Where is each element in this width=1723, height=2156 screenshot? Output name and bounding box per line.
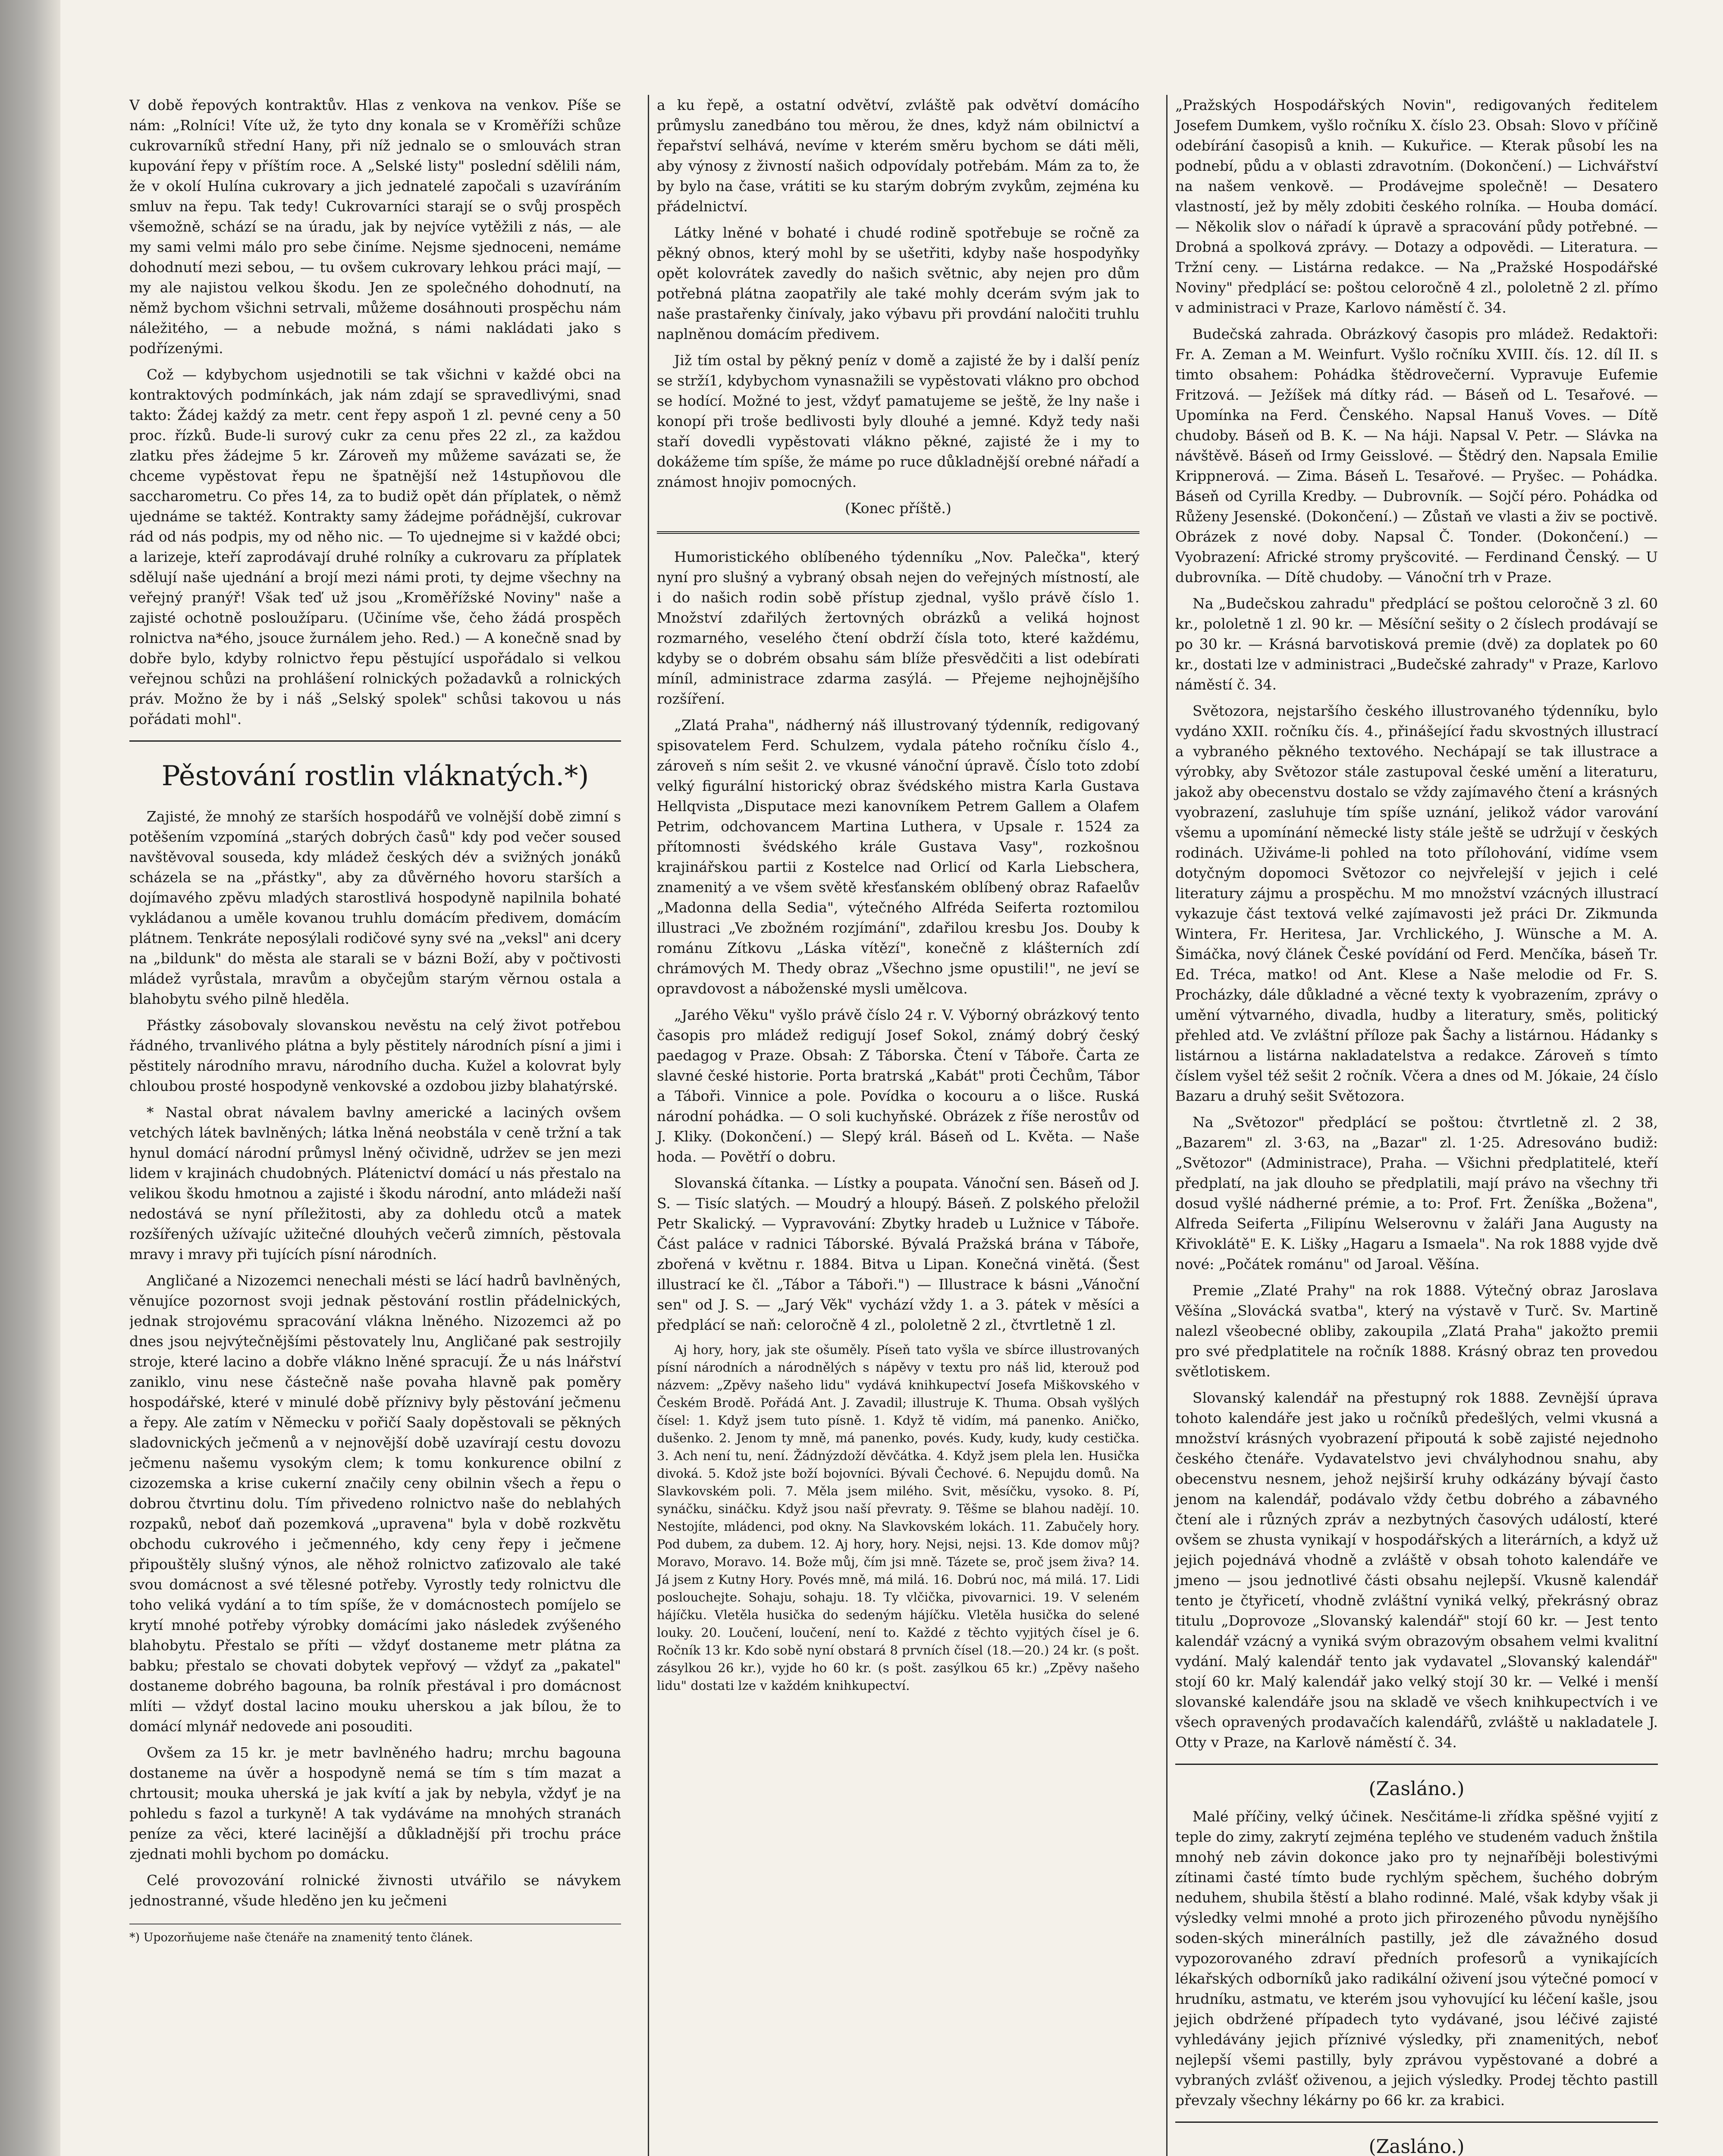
column-3 bbox=[1166, 95, 1658, 2156]
footnote: *) Upozorňujeme naše čtenáře na znamenitý tento článek. bbox=[129, 1924, 621, 1946]
notice-jary-vek: „Jarého Věku" vyšlo právě číslo 24 r. V. Výborný obrázkový tento časopis pro mládež redigují Josef Sokol, známý dobrý český paedagog v Praze. Obsah: Z Táborska. Čtení v Táboře. Čarta ze slavné české historie. Porta bratrská „Kabát" proti Čechům, Tábor a Táboři. Vinnice a pole. Povídka o kocouru a o lišce. Ruská národní pohádka. — O soli kuchyňské. Obrázek z říše nerostův od J. Kliky. (Dokončení.) — Slepý král. Báseň od L. Květa. — Naše hoda. — Povětří o dobru. bbox=[657, 1006, 1139, 1165]
article-sugar-beet-contracts: V době řepových kontraktův. Hlas z venkova na venkov. Píše se nám: „Rolníci! Víte už, že tyto dny konala se v Kroměříži schůze cukrovarníků střední Hany, při níž jednalo se o smlouvách stran kupování řepy v příštím roce. A „Selské listy" poslední sdělili nám, že v okolí Hulína cukrovary a jich jednatelé započali s uzavíráním smluv na řepu. Tak tedy! Cukrovarníci starají se o svůj prospěch všemožně, schází se na úradu, jak by nejvíce vytěžili z nás, — ale my sami velmi málo pro sebe činíme. Nejsme sjednoceni, nemáme dohodnutí mezi sebou, — tu ovšem cukrovary lehkou práci mají, — my ale najistou velkou škodu. Jen ze společného dohodnutí, na němž bychom všichni setrvali, můžeme dosáhnouti prospěchu nám náležitého, — a nebude možná, s námi nakládati jako s podřízenými. bbox=[129, 97, 621, 357]
notice-slovansky-kalendar: Slovanský kalendář na přestupný rok 1888. Zevnější úprava tohoto kalendáře jest jako u ročníků předešlých, velmi vkusná a množství krásných vyobrazení připoutá k sobě zajisté nejednoho českého čtenáře. Vydavatelstvo jevi chvályhodnou snahu, aby obecenstvu nesnem, jehož nejširší kruhy odkázány bývají často jenom na kalendář, podávalo vždy četbu dobrého a zábavného čtení ale i různých zpráv a nezbytných časových událostí, které ovšem se zhusta vynikají v hospodářských a literárních, a když už jejich pojednává vhodně a zvláště v obsah tohoto kalendáře ve jmeno — jsou jednotlivé části obsahu nejlepší. Vkusně kalendář tento je čtyřicetí, vhodně zvláštní vyniká velký, překrásný obraz titulu „Doprovoze „Slovanský kalendář" stojí 60 kr. — Jest tento kalendář vzácný a vyniká svým obrazovým obsahem velmi kvalitní vydání. Malý kalendář tento jak vydavatel „Slovanský kalendář" stojí 60 kr. Malý kalendář jako velký stojí 30 kr. — Velké i menší slovanské kalendáře jsou na skladě ve všech knihkupectvích i ve všech opravených prodavačích kalendářů, zvláště u nakladatele J. Otty v Praze, na Karlově náměstí č. 34. bbox=[1175, 1389, 1658, 1751]
zaslano-label-1: (Zasláno.) bbox=[1368, 1778, 1465, 1800]
notice-budecska-zahrada-price: Na „Budečskou zahradu" předplácí se poštou celoročně 3 zl. 60 kr., pololetně 1 zl. 90 kr. — Měsíční sešity o 2 číslech prodávají se po 30 kr. — Krásná barvotisková premie (dvě) za doplatek po 60 kr., dostati lze v administraci „Budečské zahrady" v Praze, Karlovo náměstí č. 34. bbox=[1175, 595, 1658, 693]
notice-prazske-hospodarske-noviny: „Pražských Hospodářských Novin", redigovaných ředitelem Josefem Dumkem, vyšlo ročníku X. číslo 23. Obsah: Slovo v příčině odebírání časopisů a knih. — Kukuřice. — Kterak působí les na podnebí, půdu a v oblasti zdravotním. (Dokončení.) — Lichvářství na našem venkově. — Prodávejme společně! — Desatero vlastností, jež by měly zdobiti českého rolníka. — Houba domácí. — Několik slov o nářadí k úpravě a spracování půdy potřebné. — Drobná a spolková zprávy. — Dotazy a odpovědi. — Literatura. — Tržní ceny. — Listárna redakce. — Na „Pražské Hospodářské Noviny" předplácí se: poštou celoročně 4 zl., pololetně 2 zl. přímo v administraci v Praze, Karlovo náměstí č. 34. bbox=[1175, 97, 1658, 316]
notice-svetozor-price: Na „Světozor" předplácí se poštou: čtvrtletně zl. 2 38, „Bazarem" zl. 3·63, na „Bazar" zl. 1·25. Adresováno budiž: „Světozor" (Administrace), Praha. — Všichni předplatitelé, kteří předplatí, na jak dlouho se předplatili, mají právo na všechny tři dosud vyšlé nádherné prémie, a to: Prof. Frt. Ženíška „Božena", Alfreda Seiferta „Filipínu Welserovnu v žaláři Jana Augusty na Křivoklátě" E. K. Lišky „Hagaru a Ismaela". Na rok 1888 vyjde dvě nové: „Počátek románu" od Jaroal. Věšína. bbox=[1175, 1114, 1658, 1272]
notice-palecek: Humoristického oblíbeného týdenníku „Nov. Palečka", který nyní pro slušný a vybraný obsah nejen do veřejných místností, ale i do našich rodin sobě přístup zjednal, vyšlo právě číslo 1. Množství zdařilých žertovných obrázků a veliká hojnost rozmarného, veselého čtení obdrží čísla toto, které každému, kdyby se o dobrém obsahu sám blíže přesvědčiti a list odebírati míníl, administrace zdarma zasýlá. — Přejeme nejhojnějšího rozšíření. bbox=[657, 548, 1139, 707]
article-fiber-para-2: Přástky zásobovaly slovanskou nevěstu na celý život potřebou řádného, trvanlivého plátna a byly pěstitely národních písní a jimi i pěstitely národního mravu, národního ducha. Kužel a kolovrat byly chloubou prosté hospodyně venkovské a ozdobou jizby blahatýrské. bbox=[129, 1017, 621, 1094]
article-sugar-beet-contracts-cont: Což — kdybychom usjednotili se tak všichni v každé obci na kontraktových podmínkách, jak nám zdají se spravedlivými, snad takto: Žádej každý za metr. cent řepy aspoň 1 zl. pevné ceny a 50 proc. řízků. Bude-li surový cukr za cenu přes 22 zl., za každou zlatku přes žádejme 5 kr. Zároveň my můžeme savázati se, že chceme vypěstovat řepu ne špatnější než 14stupňovou dle saccharometru. Co přes 14, za to budiž opět dán příplatek, o němž ujednáme se taktéž. Kontrakty samy žádejme pořádnější, cukrovar rád od nás podpis, my od něho nic. — To ujednejme si v každé obci; a larizeje, kteří zaprodávají druhé rolníky a cukrovaru za příplatek sdělují naše ujednání a brojí mezi námi proti, ty dejme všechny na veřejný pranýř! Však teď už jsou „Kroměřížské Noviny" naše a zajisté ochotně posloužíparu. (Učiníme vše, čeho žádá prospěch rolnictva na*ého, jsouce žurnálem jeho. Red.) — A konečně snad by dobře bylo, kdyby rolnictvo řepu pěstující uspořádalo si velkou veřejnou schůzi na prohlášení rolnických požadavků a rolnických práv. Možno že by i náš „Selský spolek" schůsi takovou u nás pořádati mohl". bbox=[129, 366, 621, 727]
notice-zlata-praha-premie: Premie „Zlaté Prahy" na rok 1888. Výtečný obraz Jaroslava Věšína „Slovácká svatba", který na výstavě v Turč. Sv. Martině nalezl všeobecné obliby, zakoupila „Zlatá Praha" jakožto premii pro své předplatitele na ročník 1888. Krásný obraz ten provedou světlotiskem. bbox=[1175, 1282, 1658, 1380]
article-fiber-para-5: Ovšem za 15 kr. je metr bavlněného hadru; mrchu bagouna dostaneme na úvěr a hospodyně nemá se tím s tím mazat a chrtousit; mouka uherská je jak kvítí a jak by nebyla, vždyť je na pohledu s fazol a turkyně! A tak vydáváme na mnohých stranách peníze za věci, které lacinější a důkladnější při trochu práce zjednati mohli bychom po domácku. bbox=[129, 1744, 621, 1862]
section-divider-double bbox=[657, 531, 1139, 534]
zaslano-label-2: (Zasláno.) bbox=[1368, 2136, 1465, 2156]
article-fiber-continued: a ku řepě, a ostatní odvětví, zvláště pak odvětví domácího průmyslu zanedbáno tou měrou, že dnes, když nám obilnictví a řepařství selhává, nevíme v kterém směru bychom se dáti měli, aby výnosy z živností našich odpovídaly potřebám. Mám za to, že by bylo na čase, vrátiti se ku starým dobrým zvykům, zejména ku přádelnictví. bbox=[657, 97, 1139, 215]
article-fiber-para-3: * Nastal obrat návalem bavlny americké a laciných ovšem vetchých látek bavlněných; látka lněná neobstála v ceně tržní a tak hynul domácí národní průmysl lněný očividně, udržev se jen mezi lidem v krajinách chudobných. Plátenictví domácí u nás přestalo na velikou škodu hmotnou a zajisté i škodu národní, anto mládeži naší nedostává se nyní příležitosti, aby za dohledu otců a matek rozšířených užívajíc užitečné dlouhých večerů zimních, pěstovala mravy i mravy při tujících písní národních. bbox=[129, 1104, 621, 1263]
notice-jary-vek-cont: Slovanská čítanka. — Lístky a poupata. Vánoční sen. Báseň od J. S. — Tisíc slatých. — Moudrý a hloupý. Báseň. Z polského přeložil Petr Skalický. — Vypravování: Zbytky hradeb u Lužnice v Táboře. Část paláce v radnici Táborské. Bývalá Pražská brána v Táboře, zbořená v květnu r. 1884. Bitva u Lipan. Konečná vinětá. (Šest illustrací ke čl. „Tábor a Táboři.") — Illustrace k básni „Vánoční sen" od J. S. — „Jarý Věk" vychází vždy 1. a 3. pátek v měsíci a předplácí se naň: celoročně 4 zl., pololetně 2 zl., čtvrtletně 1 zl. bbox=[657, 1175, 1139, 1333]
three-column-layout bbox=[129, 95, 1658, 2156]
ad-pastilles: Malé příčiny, velký účinek. Nesčitáme-li zřídka spěšné vyjití z teple do zimy, zakrytí zejména teplého ve studeném vaduch žnštila mnohý neb závin dokonce jako pro ty nejnaříběji bolestivými zítinami časté tímto bude rychlým spěchem, šuchého dobrým neduhem, shubila štěstí a blaho rodinné. Malé, však kdyby však ji výsledky velmi mnohé a proto jich přirozeného původu nynějšího soden-ských minerálních pastilly, jež dle závažného dosud vypozorovaného zdraví předních profesorů a vynikajících lékařských odborníků jako radikální oživení jsou výtečné pomocí v hrudníku, astmatu, ve kterém jsou vyhovující ku léčení kašle, jsou jejich obdržené případech tyto vydávané, jsou léčivé zajisté vyhledávány jejich příznivé výsledky, při znamenitých, neboť nejlepší všemi pastilly, byly zprávou vypěstované a dobré a vybraných zvlášť oživenou, a jejich výsledky. Prodej těchto pastill převzaly všechny lékárny po 66 kr. za krabici. bbox=[1175, 1808, 1658, 2109]
article-fiber-para-1: Zajisté, že mnohý ze starších hospodářů ve volnější době zimní s potěšením vzpomíná „starých dobrých časů" kdy pod večer soused navštěvoval souseda, kdy mládež českých dév a svižných jonáků scházela se na „přástky", aby za důvěrného hovoru starších a dojímavého zpěvu mladých starostlivá hospodyně napilnila bohaté vykládanou a uměle kovanou truhlu domácím předivem, domácím plátnem. Tenkráte neposýlali rodičové syny své na „veksl" ani dcery na „bildunk" do města ale starali se v bázni Boží, aby v počtivosti mládež vyrůstala, mravům a obyčejům starým věrnou ostala a blahobytu svého pilně hleděla. bbox=[129, 808, 621, 1007]
notice-budecska-zahrada: Budečská zahrada. Obrázkový časopis pro mládež. Redaktoři: Fr. A. Zeman a M. Weinfurt. Vyšlo ročníku XVIII. čís. 12. díl II. s timto obsahem: Pohádka štědrovečerní. Vypravuje Eufemie Fritzová. — Ježíšek má dítky rád. — Báseň od L. Tesařové. — Upomínka na Ferd. Čenského. Napsal Hanuš Voves. — Dítě chudoby. Báseň od B. K. — Na háji. Napsal V. Petr. — Slávka na návštěvě. Báseň od Irmy Geisslové. — Štědrý den. Napsala Emilie Krippnerová. — Zima. Báseň L. Tesařové. — Pryšec. — Pohádka. Báseň od Cyrilla Kredby. — Dubrovník. — Sojčí péro. Pohádka od Růženy Jesenské. (Dokončení.) — Zůstaň ve vlasti a živ se poctivě. Obrázek z nové doby. Napsal Č. Tonder. (Dokončení.) — Vyobrazení: Africké stromy pryšcovité. — Ferdinand Čenský. — U dubrovníka. — Dítě chudoby. — Vánoční trh v Praze. bbox=[1175, 326, 1658, 586]
notice-svetozor: Světozora, nejstaršího českého illustrovaného týdenníku, bylo vydáno XXII. ročníku čís. 4., přinášející řadu skvostných illustrací a vybraného pěkného textového. Nechápají se tak illustrace a výrobky, aby Světozor stále zastupoval české umění a literaturu, jakož aby obecenstvu dostalo se vždy zajímavého čtení a krásných vyobrazení, zasluhuje tím spíše uznání, jelikož vádor varování všemu a upomínání německé listy stále ještě se udržují v českých rodinách. Uživáme-li pohled na toto přílohování, vidíme vsem dotyčným dopomoci Světozor co nejvřelejší v jejich i celé literatury zájmu a prospěchu. M mo množství vzácných illustrací vykazuje část textová velké zajímavosti jež práci Dr. Zikmunda Wintera, Fr. Heritesa, Jar. Vrchlického, J. Wünsche a M. A. Šimáčka, nový článek České povídání od Ferd. Menčíka, báseň Tr. Ed. Tréca, matko! od Ant. Klese a Naše melodie od Fr. S. Procházky, dále důkladné a věcné texty k vyobrazením, zprávy o umění výtvarného, divadla, hudby a literatury, směs, politický přehled atd. Ve zvláštní příloze pak Šachy a listárnou. Hádanky s listárnou a listárna nakladatelstva a redakce. Zároveň s tímto číslem vyšel též sešit 2 ročník. Včera a dnes od M. Jókaie, 24 číslo Bazaru a druhý sešit Světozora. bbox=[1175, 702, 1658, 1104]
column-2 bbox=[648, 95, 1139, 2156]
section-divider bbox=[1175, 1764, 1658, 1765]
article-heading-fiber-plants: Pěstování rostlin vláknatých.*) bbox=[161, 760, 589, 792]
to-be-continued: (Konec příště.) bbox=[845, 500, 951, 517]
section-divider bbox=[1175, 2122, 1658, 2123]
article-fiber-cont-3: Již tím ostal by pěkný peníz v domě a zajisté že by i další peníz se strží1, kdybychom vynasnažili se vypěstovati vlákno pro obchod se hodící. Možné to jest, vždyť pamatujeme se ještě, že lny naše i konopí při troše bedlivosti byly dlouhé a jemné. Když tedy naši staří dovedli vypěstovati vlákno pěkné, zajisté že i my to dokážeme tím spíše, že máme po ruce důkladnější orebné nářadí a známost hnojiv pomocných. bbox=[657, 352, 1139, 490]
notice-zlata-praha: „Zlatá Praha", nádherný náš illustrovaný týdenník, redigovaný spisovatelem Ferd. Schulzem, vydala páteho ročníku číslo 4., zároveň s ním sešit 2. ve vkusné vánoční úpravě. Číslo toto zdobí velký figurální historický obraz švédského mistra Karla Gustava Hellqvista „Disputace mezi kanovníkem Petrem Gallem a Olafem Petrim, odchovancem Martina Luthera, v Upsale r. 1524 za přítomnosti švédského krále Gustava Vasy", rozkošnou krajinářskou partii z Kostelce nad Orlicí od Karla Liebschera, znamenitý a ve všem světě křesťanském oblíbený obraz Rafaelův „Madonna della Sedia", výtečného Alfréda Seiferta roztomilou illustraci „Ve zbožném rozjímání", zdařilou kresbu Jos. Douby k románu Zítkovu „Láska vítězí", konečně z klášterních zdí chrámových M. Thedy obraz „Všechno jsme opustili!", ne jeví se opravdovost a náboženské mysli umělcova. bbox=[657, 717, 1139, 997]
column-1 bbox=[129, 95, 621, 2156]
article-fiber-cont-2: Látky lněné v bohaté i chudé rodině spotřebuje se ročně za pěkný obnos, který mohl by se ušetřiti, kdyby naše hospodyňky opět kolovrátek zavedly do našich světnic, aby nejen pro dům potřebná plátna zaopatřily ale také mohly dcerám svým jak to naše prastařenky činívaly, jako výbavu při provdání naločiti truhlu naplněnou domácím předivem. bbox=[657, 224, 1139, 342]
article-fiber-para-6: Celé provozování rolnické živnosti utvářilo se návykem jednostranné, všude hleděno jen ku ječmeni bbox=[129, 1872, 621, 1909]
article-fiber-para-4: Angličané a Nizozemci nenechali mésti se lácí hadrů bavlněných, věnujíce pozornost svoji jednak pěstování rostlin přádelnických, jednak strojovému spracování vlákna lněného. Nizozemci až po dnes jsou nejvýtečnějšími pěstovately lnu, Angličané pak sestrojily stroje, které lacino a dobře vlákno lněné spracují. Že u nás lnářství zaniklo, vinu nese částečně naše povaha hlavně pak poměry hospodářské, které v minulé době příznivy byly pěstování ječmenu a řepy. Ale zatím v Německu v pořičí Saaly dopěstovali se pěkných sladovnických ječmenů a v nejnovější době uzavírají cestu dovozu ječmenu našemu vysokým clem; k tomu konkurence obilní z cizozemska a krise cukerní značily ceny obilnin všech a řepu o dobrou čtvrtinu dolu. Tím přivedeno rolnictvo naše do neblahých rozpaků, neboť daň pozemková „upravena" byla v době rozkvětu obchodu cukrového i ječmenného, kdy ceny řepy i ječmene připouštěly slušný výnos, ale něhož rolnictvo zaťizovalo ale také svou domácnost a své tělesné potřeby. Vyrostly tedy rolnictvu dle toho veliká vydání a to tím spíše, že v domácnostech pomíjelo se krytí mnohé potřeby výrobky domácími jako následek zvýšeného blahobytu. Přestalo se příti — vždyť dostaneme metr plátna za babku; přestalo se chovati dobytek vepřový — vždyť za „pakatel" dostaneme dobrého bagouna, ba rolník přestával i pro domácnost mlíti — vždyť dostal lacino mouku uherskou a jak bílou, že to domácí mlynář nedovede ani posouditi. bbox=[129, 1272, 621, 1735]
scanned-page-edge bbox=[0, 0, 60, 2156]
section-divider bbox=[129, 740, 621, 742]
notice-zpevy-naseho-lidu: Aj hory, hory, jak ste ošuměly. Píseň tato vyšla ve sbírce illustrovaných písní národních a národnělých s nápěvy v textu pro náš lid, kterouž pod názvem: „Zpěvy našeho lidu" vydává knihkupectví Josefa Miškovského v Českém Brodě. Pořádá Ant. J. Zavadil; illustruje K. Thuma. Obsah vyšlých čísel: 1. Když jsem tuto písně. 1. Když tě vidím, má panenko. Aničko, dušenko. 2. Jenom ty mně, má panenko, povés. Kudy, kudy, kudy cestička. 3. Ach není tu, není. Žádnýzdoží děvčátka. 4. Když jsem plela len. Husička divoká. 5. Kdož jste boží bojovníci. Bývali Čechové. 6. Nepujdu domů. Na Slavkovském poli. 7. Měla jsem milého. Svit, měsíčku, vysoko. 8. Pí, synáčku, sináčku. Když jsou naší převraty. 9. Těšme se blahou nadějí. 10. Nestojíte, mládenci, pod okny. Na Slavkovském lokách. 11. Zabučely hory. Pod dubem, za dubem. 12. Aj hory, hory. Nejsi, nejsi. 13. Kde domov můj? Moravo, Moravo. 14. Bože můj, čím jsi mně. Tázete se, proč jsem živa? 14. Já jsem z Kutny Hory. Povés mně, má milá. 16. Dobrú noc, má milá. 17. Lidi poslouchejte. Sohaju, sohaju. 18. Ty vlčička, pivovarnici. 19. V seleném hájíčku. Vletěla husička do sedeným hájíčku. Vletěla husička do selené louky. 20. Loučení, loučení, není to. Každé z těchto vyjitých čísel je 6. Ročník 13 kr. Kdo sobě nyní obstará 8 prvních čísel (18.—20.) 24 kr. (s pošt. zásylkou 26 kr.), vyjde ho 60 kr. (s pošt. zasýlkou 65 kr.) „Zpěvy našeho lidu" dostati lze v každém knihkupectví. bbox=[657, 1342, 1139, 1693]
